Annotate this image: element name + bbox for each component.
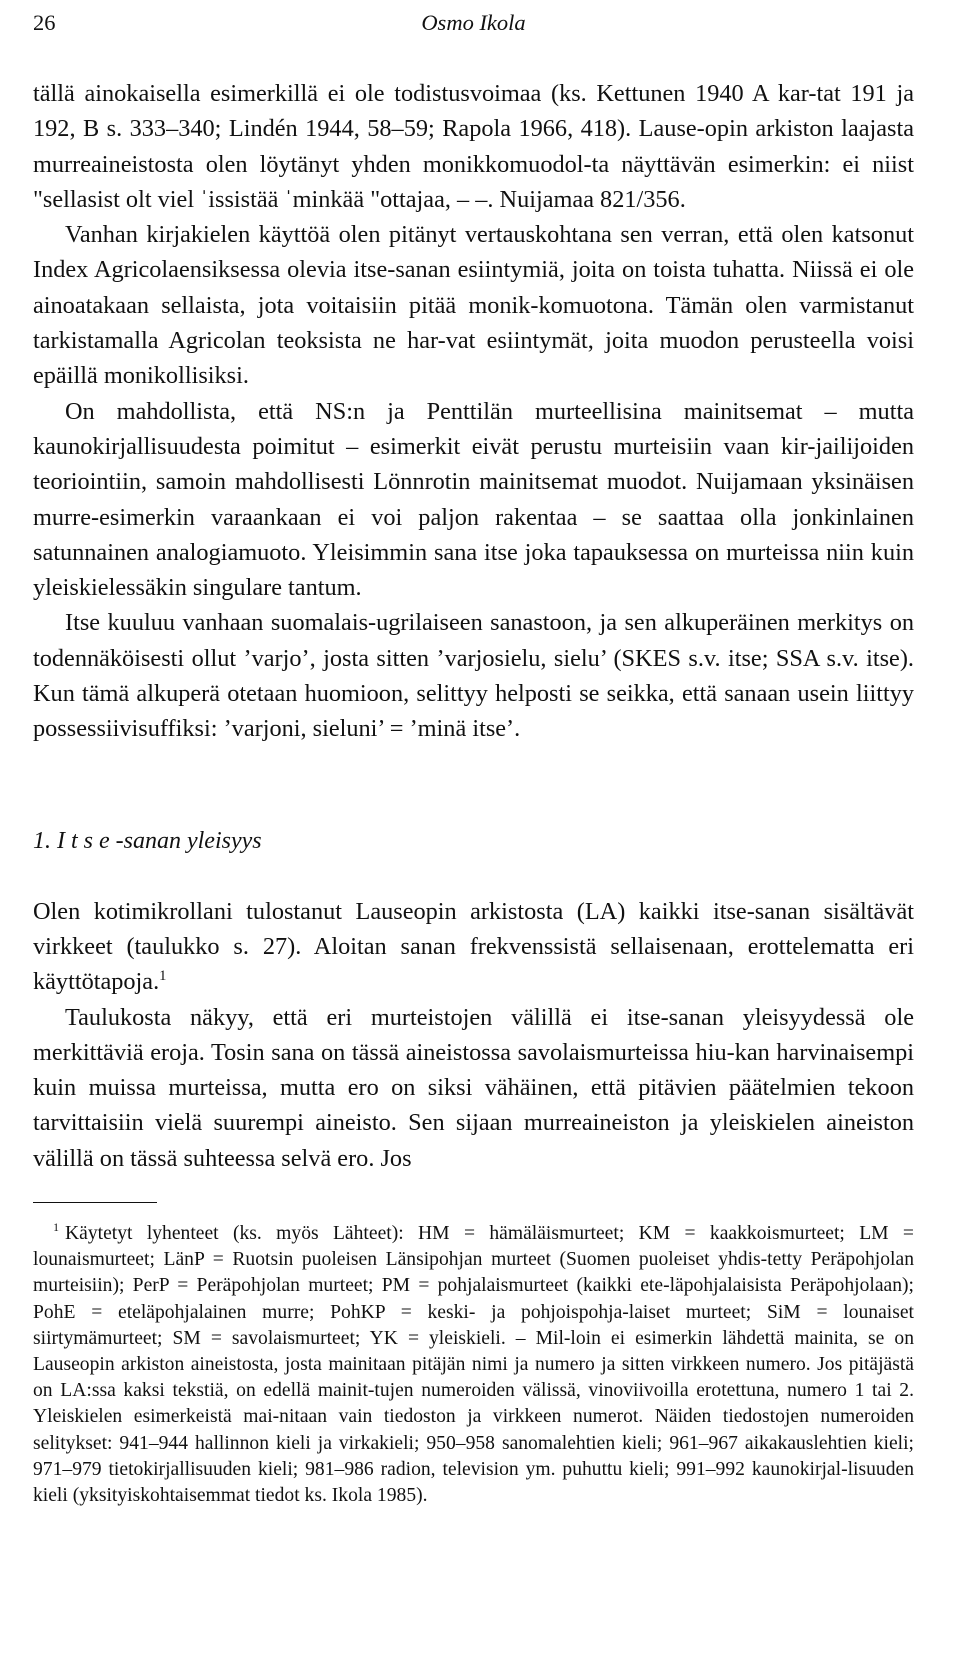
section-paragraph-intro-text: Olen kotimikrollani tulostanut Lauseopin arkistosta (LA) kaikki itse-sanan sisältävät virkkeet (taulukko s. 27). Aloitan sanan frekvenssistä sellaisenaan, erottelematta eri käyttötapoja. xyxy=(33,897,914,996)
footnote-reference[interactable]: 1 xyxy=(159,968,167,985)
paragraph-continued: tällä ainokaisella esimerkillä ei ole todistusvoimaa (ks. Kettunen 1940 A kar-tat 191 ja 192, B s. 333–340; Lindén 1944, 58–59; Rapola 1966, 418). Lause-opin arkiston laajasta murreaineistosta olen löytänyt yhden monikkomuodol-ta näyttävän esimerkin: ei niist "sellasist olt viel ˈissistää ˈminkää "ottajaa, – –. Nuijamaa 821/356. xyxy=(33,80,914,213)
section-paragraph-intro xyxy=(33,894,914,1000)
footnote-divider xyxy=(33,1202,157,1203)
page-number: 26 xyxy=(33,10,56,35)
footnote-text-block: $^1$ Käytetyt lyhenteet (ks. myös Lähteet): HM = hämäläismurteet; KM = kaakkoismurteet; LM = lounaismurteet; LänP = Ruotsin puoleisen Länsipohjan murteet (Suomen puoleiset yhdis-tetty Peräpohjolan murteisiin); PerP = Peräpohjolan murteet; PM = pohjalaismurteet (kaikki ete-läpohjalaisista Peräpohjolaan); PohE = eteläpohjalainen murre; PohKP = keski- ja pohjoispohja-laiset murteet; SiM = lounaiset siirtymämurteet; SM = savolaismurteet; YK = yleiskieli. – Mil-loin ei esimerkin lähdettä mainita, se on Lauseopin arkiston aineistosta, josta mainitaan pitäjän nimi ja numero ja sitten virkkeen numero. Jos pitäjästä on LA:ssa kaksi tekstiä, on edellä mainit-tujen numeroiden välissä, vinoviivoilla erotettuna, numero 1 tai 2. Yleiskielen esimerkeistä mai-nitaan vain tiedoston ja virkkeen numerot. Näiden tiedostojen numeroiden selitykset: 941–944 hallinnon kieli ja virkakieli; 950–958 sanomalehtien kieli; 961–967 aikakauslehtien kieli; 971–979 tietokirjallisuuden kieli; 981–986 radion, television ym. puhuttu kieli; 991–992 kaunokirjal-lisuuden kieli (yksityiskohtaisemmat tiedot ks. Ikola 1985). xyxy=(33,1221,914,1507)
footnote xyxy=(33,1221,914,1509)
section-paragraph-table: Taulukosta näkyy, että eri murteistojen välillä ei itse-sanan yleisyydessä ole merkittäviä eroja. Tosin sana on tässä aineistossa savolaismurteissa hiu-kan harvinaisempi kuin muissa murteissa, mutta ero on siksi vähäinen, että pitävien päätelmien tekoon tarvittaisiin vielä suurempi aineisto. Sen sijaan murreaineiston ja yleiskielen aineiston välillä on tässä suhteessa selvä ero. Jos xyxy=(33,1003,914,1172)
paragraph-etymology: Itse kuuluu vanhaan suomalais-ugrilaiseen sanastoon, ja sen alkuperäinen merkitys on todennäköisesti ollut ’varjo’, josta sitten ’varjosielu, sielu’ (SKES s.v. itse; SSA s.v. itse). Kun tämä alkuperä otetaan huomioon, selittyy helposti se seikka, että sanaan usein liittyy possessiivisuffiksi: ’varjoni, sieluni’ = ’minä itse’. xyxy=(33,609,914,743)
section-heading: 1. I t s e -sanan yleisyys xyxy=(33,827,262,854)
paragraph-old-literary-language: Vanhan kirjakielen käyttöä olen pitänyt vertauskohtana sen verran, että olen katsonut Index Agricolaensiksessa olevia itse-sanan esiintymiä, joita on toista tuhatta. Niissä ei ole ainoatakaan sellaista, jota voitaisiin pitää monik-komuotona. Tämän olen varmistanut tarkistamalla Agricolan teoksista ne har-vat esiintymät, joita muodon perusteella voisi epäillä monikollisiksi. xyxy=(33,221,914,390)
main-text xyxy=(33,76,914,1176)
footnote-text: Käytetyt lyhenteet (ks. myös Lähteet): HM = hämäläismurteet; KM = kaakkoismurteet; LM = lounaismurteet; LänP = Ruotsin puoleisen Länsipohjan murteet (Suomen puoleiset yhdis-tetty Peräpohjolan murteisiin); PerP = Peräpohjolan murteet; PM = pohjalaismurteet (kaikki ete-läpohjalaisista Peräpohjolaan); PohE = eteläpohjalainen murre; PohKP = keski- ja pohjoispohja-laiset murteet; SiM = lounaiset siirtymämurteet; SM = savolaismurteet; YK = yleiskieli. – Mil-loin ei esimerkin lähdettä mainita, se on Lauseopin arkiston aineistosta, josta mainitaan pitäjän nimi ja numero ja sitten virkkeen numero. Jos pitäjästä on LA:ssa kaksi tekstiä, on edellä mainit-tujen numeroiden välissä, vinoviivoilla erotettuna, numero 1 tai 2. Yleiskielen esimerkeistä mai-nitaan vain tiedoston ja virkkeen numerot. Näiden tiedostojen numeroiden selitykset: 941–944 hallinnon kieli ja virkakieli; 950–958 sanomalehtien kieli; 961–967 aikakauslehtien kieli; 971–979 tietokirjallisuuden kieli; 981–986 radion, television ym. puhuttu kieli; 991–992 kaunokirjal-lisuuden kieli (yksityiskohtaisemmat tiedot ks. Ikola 1985). xyxy=(33,1223,914,1507)
running-head-author: Osmo Ikola xyxy=(421,10,526,35)
paragraph-dialect-evidence: On mahdollista, että NS:n ja Penttilän murteellisina mainitsemat – mutta kaunokirjallisuudesta poimitut – esimerkit eivät perustu murteisiin vaan kir-jailijoiden teoriointiin, samoin mahdollisesti Lönnrotin mainitsemat muodot. Nuijamaan yksinäisen murre-esimerkin varaankaan ei voi paljon rakentaa – se saattaa olla jonkinlainen satunnainen analogiamuoto. Yleisimmin sana itse joka tapauksessa on murteissa niin kuin yleiskielessäkin singulare tantum. xyxy=(33,397,914,602)
section-body xyxy=(33,894,914,1176)
running-head xyxy=(33,8,914,44)
